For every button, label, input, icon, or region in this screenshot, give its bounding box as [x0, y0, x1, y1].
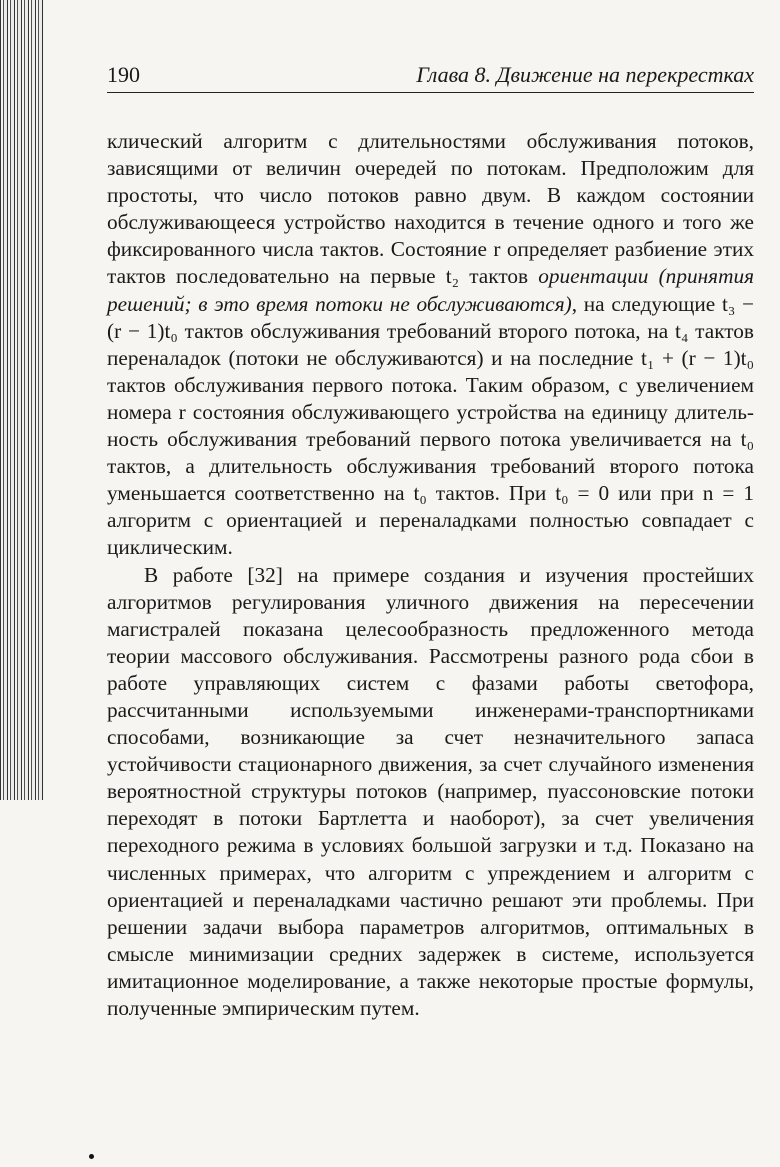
paragraph-1: [107, 128, 754, 562]
paragraph-1-part-a: клический алгоритм с длительностями обслуживания потоков, зависящими от величин очередей по потокам. Предположим для простоты, что число потоков равно двум. В каждом состоянии обслуживающееся устройство находится в течение одного и того же фиксированного числа тактов. Состояние r определяет разбиение этих тактов последовательно на первые t₂ тактов: [107, 129, 754, 289]
paragraph-1-italic: ориентации (принятия решений; в это время потоки не обслуживаются): [107, 264, 755, 316]
paragraph-2: В работе [32] на примере создания и изучения простейших алгоритмов регулирования уличного движения на пересечении магистралей показана целесообразность предложенного метода теории массового обслуживания. Рассмотрены разного рода сбои в работе управляющих систем с фазами работы светофора, рассчитанными используемыми инженерами-транспортниками способами, возникающие за счет незначительного запаса устойчивости стационарного движения, за счет случайного изменения вероятностной структуры потоков (например, пуассоновские потоки переходят в потоки Бартлетта и наоборот), за счет увеличения переходного режима в условиях большой загрузки и т.д. Показано на численных примерах, что алгоритм с упреждением и алгоритм с ориентацией и переналадками частично решают эти проблемы. При решении задачи выбора параметров алгоритмов, оптимальных в смысле минимизации средних задержек в системе, используется имитационное моделирование, а также некоторые простые формулы, полученные эмпирическим путем.: [107, 562, 754, 1020]
running-title: Глава 8. Движение на перекрестках: [416, 62, 754, 87]
page-header: [107, 58, 754, 93]
paragraph-1-part-b: , на следующие t₃ − (r − 1)t₀ тактов обслуживания требований второго потока, на t₄ тактов переналадок (потоки не обслуживаются) и на последние t₁ + (r − 1)t₀ тактов обслуживания первого потока. Таким образом, с увеличением номера r состояния обслуживающего устройства на единицу длительность обслуживания требований первого потока увеличивается на t₀ тактов, а длительность обслуживания требований второго потока уменьшается соответственно на t₀ тактов. При t₀ = 0 или при n = 1 алгоритм с ориентацией и переналадками полностью совпадает с циклическим.: [107, 291, 755, 560]
book-spine-edge: [0, 0, 44, 800]
speck-mark: [89, 1154, 94, 1159]
page-body: [107, 128, 754, 1022]
page-number: 190: [107, 62, 140, 87]
